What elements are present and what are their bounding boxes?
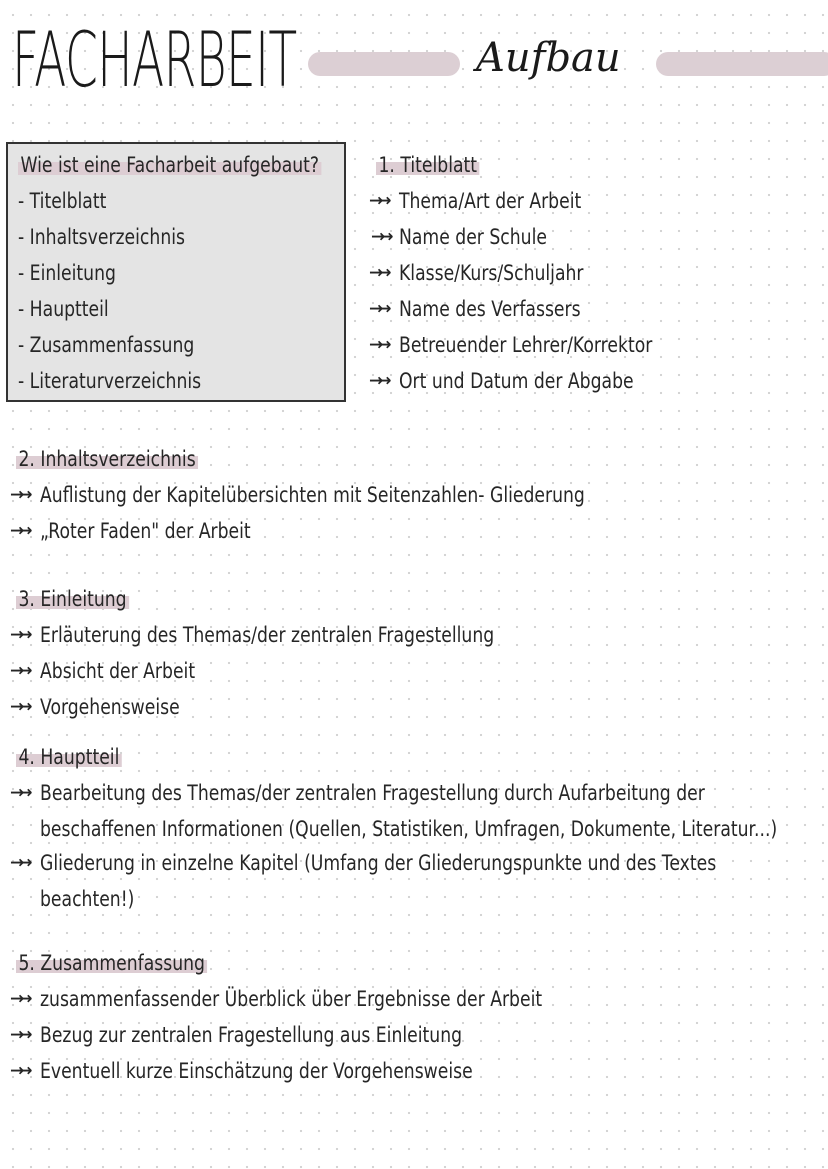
double-arrow-icon: →→ <box>10 1025 27 1045</box>
titelblatt-point: Betreuender Lehrer/Korrektor <box>399 333 653 357</box>
inhaltsverzeichnis-point: Auflistung der Kapitelübersichten mit Seitenzahlen- Gliederung <box>40 483 585 507</box>
titelblatt-point: Klasse/Kurs/Schuljahr <box>399 261 584 285</box>
hauptteil-point-line: beschaffenen Informationen (Quellen, Statistiken, Umfragen, Dokumente, Literatur...) <box>40 817 778 841</box>
double-arrow-icon: →→ <box>369 299 386 319</box>
zusammenfassung-point: Eventuell kurze Einschätzung der Vorgehensweise <box>40 1059 473 1083</box>
einleitung-point: Vorgehensweise <box>40 695 180 719</box>
hauptteil-point-line: Bearbeitung des Themas/der zentralen Fragestellung durch Aufarbeitung der <box>40 781 705 805</box>
hauptteil-point-line: beachten!) <box>40 887 135 911</box>
double-arrow-icon: →→ <box>10 783 27 803</box>
overview-item: - Titelblatt <box>18 189 107 213</box>
decorative-bar-left <box>308 52 460 76</box>
page-subtitle: Aufbau <box>476 35 621 81</box>
double-arrow-icon: →→ <box>369 371 386 391</box>
double-arrow-icon: →→ <box>10 853 27 873</box>
double-arrow-icon: →→ <box>10 485 27 505</box>
section-heading-inhaltsverzeichnis: 2. Inhaltsverzeichnis <box>16 444 198 474</box>
overview-item: - Hauptteil <box>18 297 109 321</box>
double-arrow-icon: →→ <box>369 335 386 355</box>
double-arrow-icon: →→ <box>10 661 27 681</box>
overview-question: Wie ist eine Facharbeit aufgebaut? <box>18 150 322 180</box>
titelblatt-point: Name des Verfassers <box>399 297 581 321</box>
overview-box <box>6 142 346 402</box>
hauptteil-point-line: Gliederung in einzelne Kapitel (Umfang der Gliederungspunkte und des Textes <box>40 851 717 875</box>
double-arrow-icon: →→ <box>369 191 386 211</box>
double-arrow-icon: →→ <box>371 227 388 247</box>
titelblatt-point: Thema/Art der Arbeit <box>399 189 582 213</box>
double-arrow-icon: →→ <box>369 263 386 283</box>
double-arrow-icon: →→ <box>10 521 27 541</box>
zusammenfassung-point: zusammenfassender Überblick über Ergebnisse der Arbeit <box>40 987 543 1011</box>
section-heading-zusammenfassung: 5. Zusammenfassung <box>16 948 207 978</box>
page-title: FACHARBEIT <box>12 15 297 104</box>
overview-item: - Literaturverzeichnis <box>18 369 202 393</box>
section-heading-einleitung: 3. Einleitung <box>16 584 129 614</box>
einleitung-point: Absicht der Arbeit <box>40 659 196 683</box>
section-heading-hauptteil: 4. Hauptteil <box>16 742 122 772</box>
double-arrow-icon: →→ <box>10 989 27 1009</box>
einleitung-point: Erläuterung des Themas/der zentralen Fragestellung <box>40 623 495 647</box>
titelblatt-point: Ort und Datum der Abgabe <box>399 369 634 393</box>
overview-item: - Inhaltsverzeichnis <box>18 225 185 249</box>
double-arrow-icon: →→ <box>10 697 27 717</box>
double-arrow-icon: →→ <box>10 1061 27 1081</box>
double-arrow-icon: →→ <box>10 625 27 645</box>
inhaltsverzeichnis-point: „Roter Faden" der Arbeit <box>40 519 251 543</box>
section-heading-titelblatt: 1. Titelblatt <box>376 150 479 180</box>
decorative-bar-right <box>656 52 828 76</box>
zusammenfassung-point: Bezug zur zentralen Fragestellung aus Einleitung <box>40 1023 463 1047</box>
overview-item: - Zusammenfassung <box>18 333 195 357</box>
overview-item: - Einleitung <box>18 261 116 285</box>
titelblatt-point: Name der Schule <box>399 225 547 249</box>
